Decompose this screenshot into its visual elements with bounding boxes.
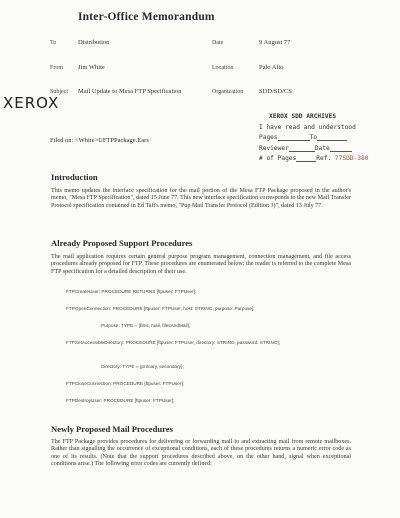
code-line-directory: Directory: TYPE = {primary, secondary};	[101, 364, 184, 369]
to-value: Distribution	[78, 39, 110, 46]
organization-label: Organization	[212, 89, 244, 95]
stamp-ref-value: 77SDD-380	[334, 155, 369, 162]
date-value: 9 August 77	[259, 39, 291, 46]
stamp-pages-row	[259, 134, 399, 145]
stamp-date-label: Date	[314, 144, 330, 152]
subject-label: Subject	[50, 89, 68, 95]
code-line-destroy-user: FTPDestroyUser: PROCEDURE [ftpuser: FTPUser];	[66, 398, 175, 403]
stamp-to-label: To	[309, 134, 318, 141]
newly-proposed-paragraph: The FTP Package provides procedures for delivering or forwarding mail to and extracting mail from remote mailboxes. Rather than signalling the occurrence of exceptional conditions, each of these procedures returns a numeric error code as one of its results. (Note that the support procedures described above, on the other hand, signal when exceptional conditions arise.) The following error codes are currently defined:	[51, 439, 351, 468]
stamp-ref-row	[259, 155, 399, 166]
code-line-open-connection: FTPOpenConnection: PROCEDURE [ftpuser: FTPUser, host: STRING, purpose: Purpose];	[66, 306, 255, 311]
code-line-set-directory: FTPSetAccessibleDirectory: PROCEDURE [ftpuser: FTPUser, directory: STRING, password: STRING];	[66, 340, 281, 345]
code-line-close-connection: FTPCloseConnection: PROCEDURE [ftpuser: FTPUser];	[66, 381, 185, 386]
from-value: Jim White	[78, 64, 105, 71]
newly-proposed-heading: Newly Proposed Mail Procedures	[51, 424, 173, 434]
memo-title: Inter-Office Memorandum	[78, 11, 215, 23]
location-label: Location	[212, 65, 234, 71]
stamp-reviewer-label: Reviewer	[259, 144, 289, 152]
stamp-pages-label: Pages	[259, 134, 278, 141]
to-label: To	[50, 40, 57, 46]
date-label: Date	[212, 40, 224, 46]
stamp-statement: I have read and understood	[259, 123, 356, 131]
subject-value: Mail Update to Mesa FTP Specification	[78, 88, 182, 95]
already-proposed-paragraph: The mail application requires certain general purpose program management, connection management, and file access procedures already proposed for FTP. These procedures are enumerated below; the reader is referred to the complete Mesa FTP specification for a detailed description of their use.	[51, 254, 351, 275]
archive-stamp	[259, 113, 399, 166]
stamp-num-pages-label: # of Pages	[259, 155, 297, 162]
from-label: From	[50, 65, 64, 71]
code-line-create-user: FTPCreateUser: PROCEDURE RETURNS [ftpuser: FTPUser];	[66, 289, 197, 294]
introduction-paragraph: This memo updates the interface specification for the mail portion of the Mesa FTP Package proposed in the author's memo, "Mesa FTP Specification", dated 15 June 77. This new interface specification corresponds to the new Mail Transfer Protocol specification contained in Ed Taft's memo, "Pup Mail Transfer Protocol (Edition 3)", dated 13 July 77.	[51, 188, 351, 209]
organization-value: SDD/SD/CS	[259, 88, 292, 95]
stamp-reviewer-row	[259, 145, 399, 156]
stamp-title: XEROX SDD ARCHIVES	[269, 113, 337, 120]
xerox-logo: XEROX	[3, 94, 60, 112]
location-value: Palo Alto	[259, 64, 284, 71]
introduction-heading: Introduction	[51, 172, 98, 182]
stamp-ref-label: Ref.	[316, 155, 332, 162]
filed-on-line: Filed on: <White>UFTPPackage.Ears	[50, 137, 149, 144]
code-line-purpose: Purpose: TYPE = {files, mail, filesAndMail};	[101, 323, 191, 328]
already-proposed-heading: Already Proposed Support Procedures	[51, 238, 193, 248]
